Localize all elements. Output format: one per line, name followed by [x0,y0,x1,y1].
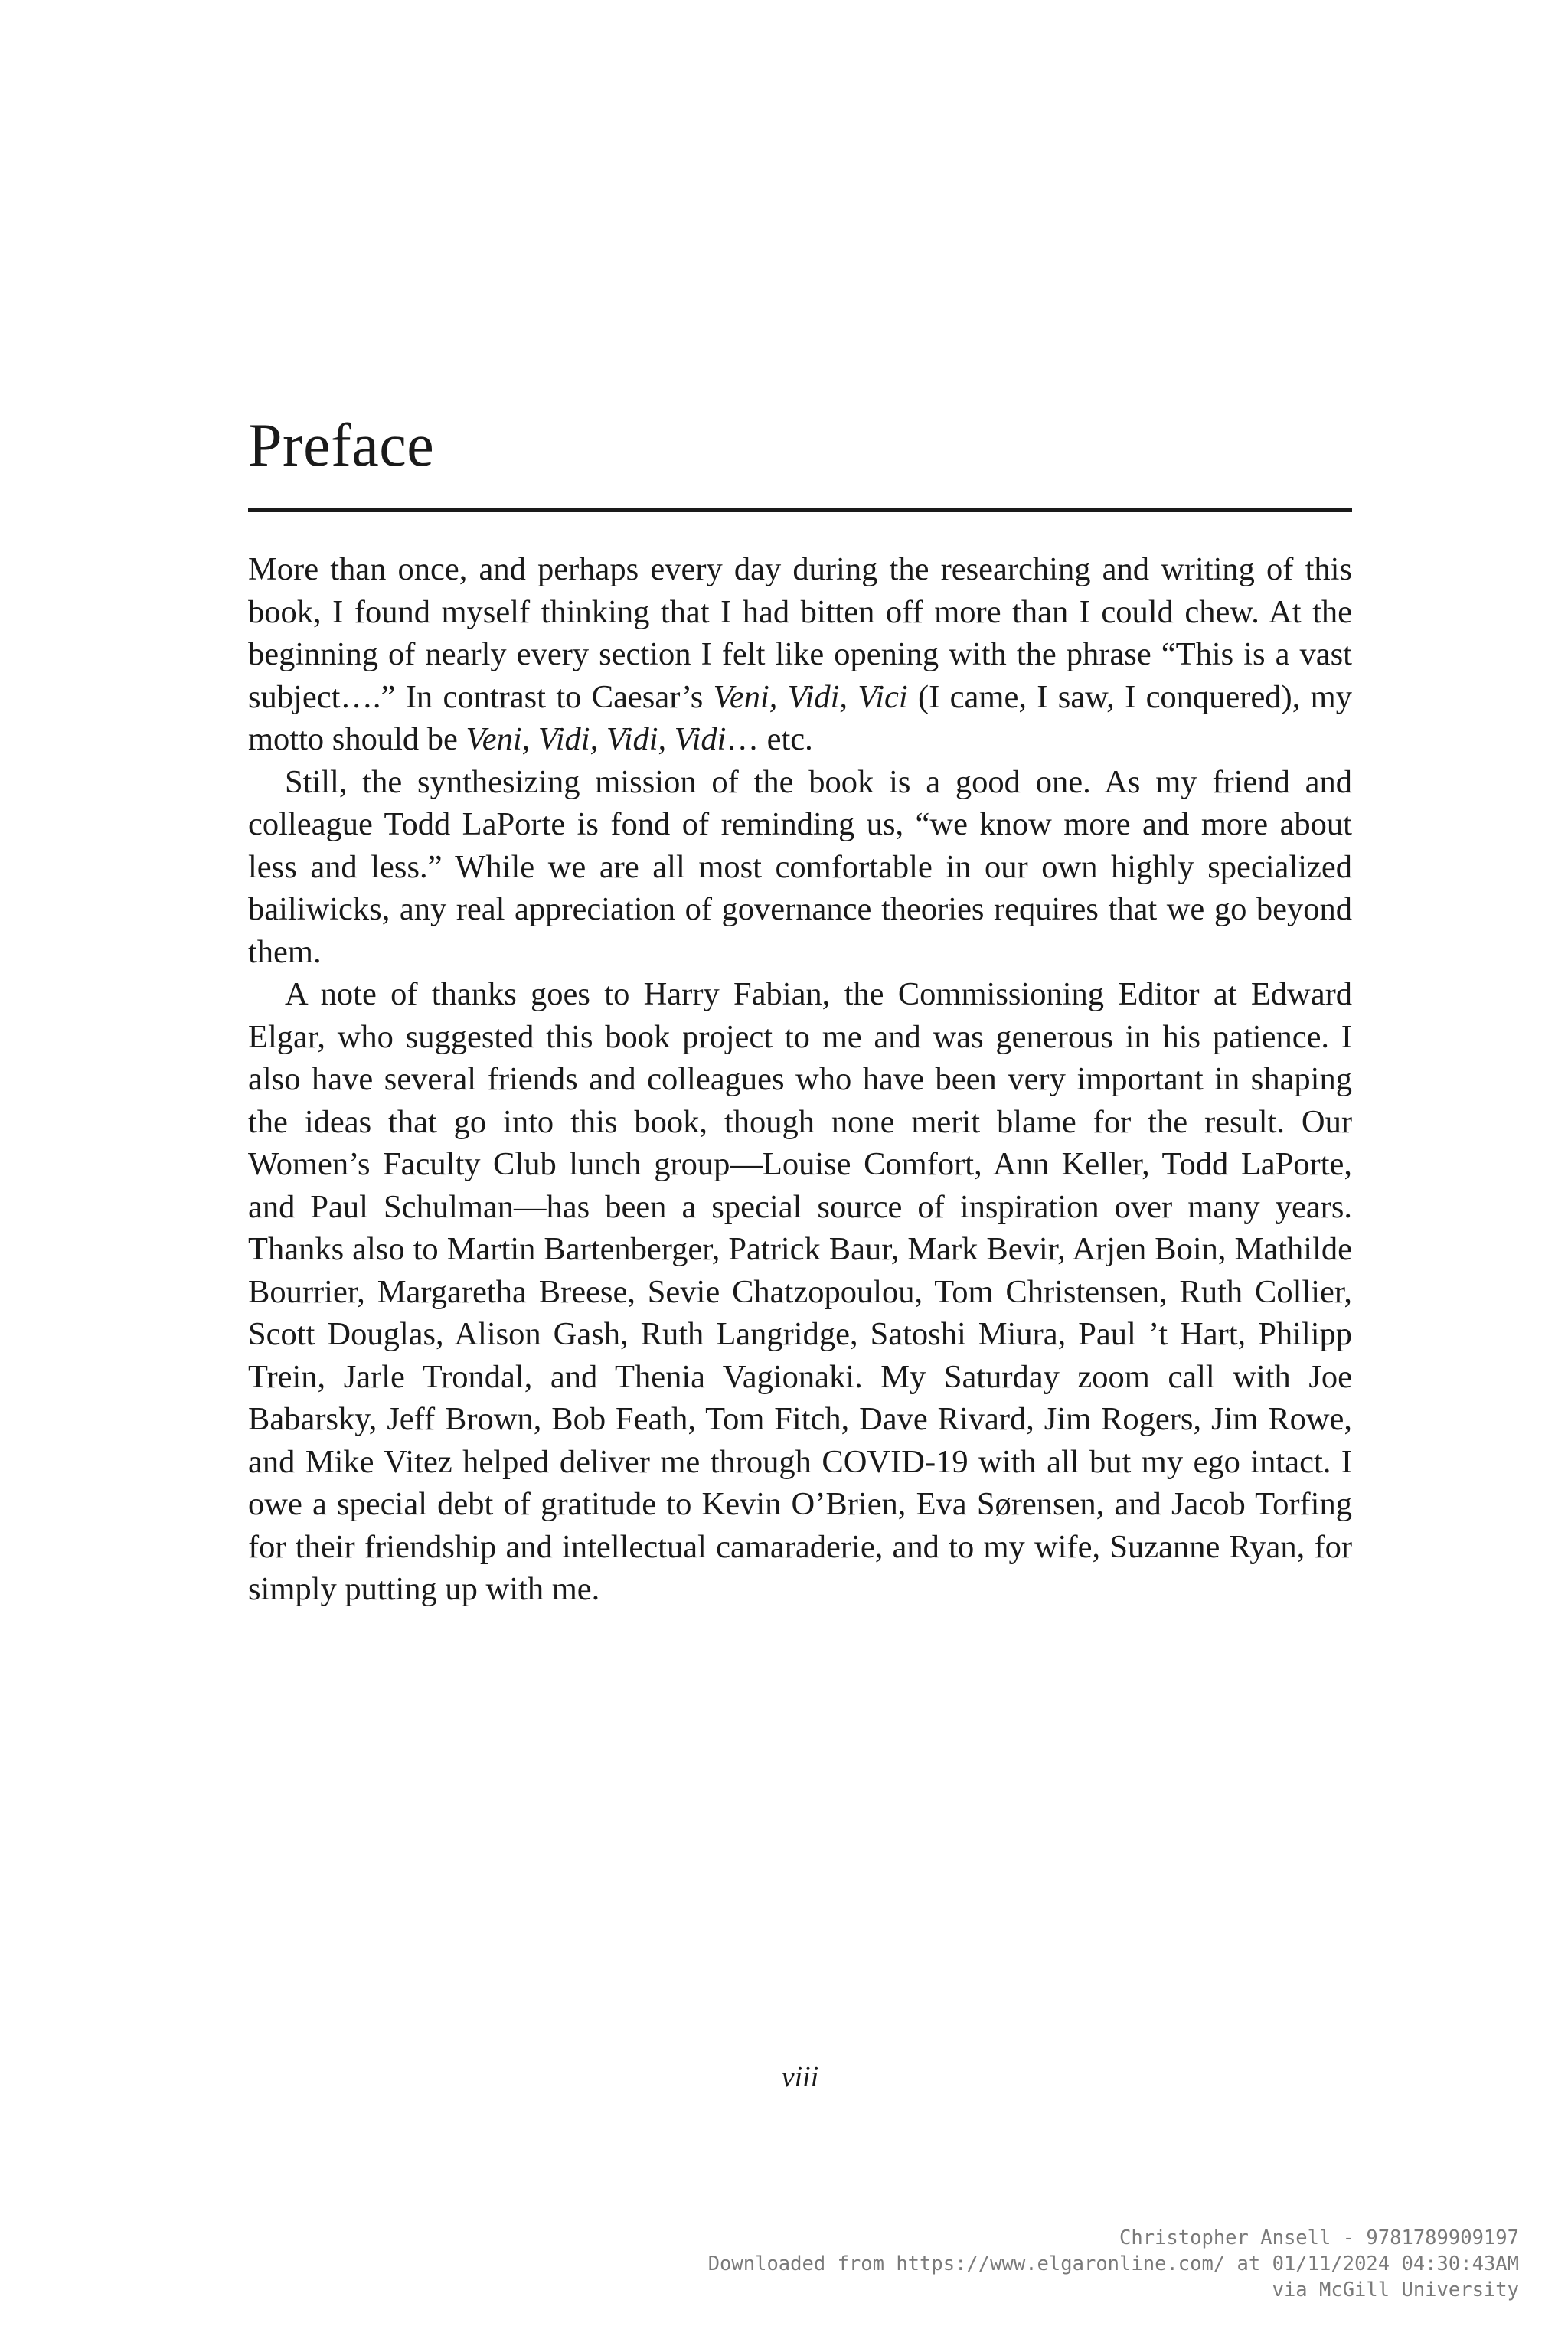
download-notice [708,2225,1519,2303]
body-text [248,548,1352,1611]
text-run: Still, the synthesizing mission of the book is a good one. As my friend and colleague Todd LaPorte is fond of reminding us, “we know more and more about less and less.” While we are all most comfortable in our own highly specialized bailiwicks, any real appreciation of governance theories requires that we go beyond them. [248,763,1352,970]
text-run: … etc. [726,721,813,757]
page-number: viii [781,2061,819,2093]
italic-text-run: Veni, Vidi, Vici [713,678,908,715]
text-run: More than once, and perhaps every day during the researching and writing of this book, I found myself thinking that I had bitten off more than I could chew. At the beginning of nearly every section I felt like opening with the phrase “This is a vast subject….” In contrast to Caesar’s [248,551,1352,715]
download-notice-source-link: Downloaded from https://www.elgaronline.com/ at 01/11/2024 04:30:43AM [707,2252,1519,2275]
text-run: A note of thanks goes to Harry Fabian, the Commissioning Editor at Edward Elgar, who suggested this book project to me and was generous in his patience. I also have several friends and colleagues who have been very important in shaping the ideas that go into this book, though none merit blame for the result. Our Women’s Faculty Club lunch group—Louise Comfort, Ann Keller, Todd LaPorte, and Paul Schulman—has been a special source of inspiration over many years. Thanks also to Martin Bartenberger, Patrick Baur, Mark Bevir, Arjen Boin, Mathilde Bourrier, Margaretha Breese, Sevie Chatzopoulou, Tom Christensen, Ruth Collier, Scott Douglas, Alison Gash, Ruth Langridge, Satoshi Miura, Paul ’t Hart, Philipp Trein, Jarle Trondal, and Thenia Vagionaki. My Saturday zoom call with Joe Babarsky, Jeff Brown, Bob Feath, Tom Fitch, Dave Rivard, Jim Rogers, Jim Rowe, and Mike Vitez helped deliver me through COVID-19 with all but my ego intact. I owe a special debt of gratitude to Kevin O’Brien, Eva Sørensen, and Jacob Torfing for their friendship and intellectual camaraderie, and to my wife, Suzanne Ryan, for simply putting up with me. [248,976,1352,1607]
title-rule [248,508,1352,512]
download-notice-institution: via McGill University [1272,2278,1519,2301]
italic-text-run: Veni, Vidi, Vidi, Vidi [466,721,727,757]
page-title: Preface [248,412,435,479]
paragraph [248,548,1352,761]
paragraph [248,973,1352,1611]
text-run: (I came, I saw, I conquered), my motto should be [248,678,1352,757]
paragraph [248,761,1352,974]
download-notice-author: Christopher Ansell - 9781789909197 [1119,2226,1519,2249]
